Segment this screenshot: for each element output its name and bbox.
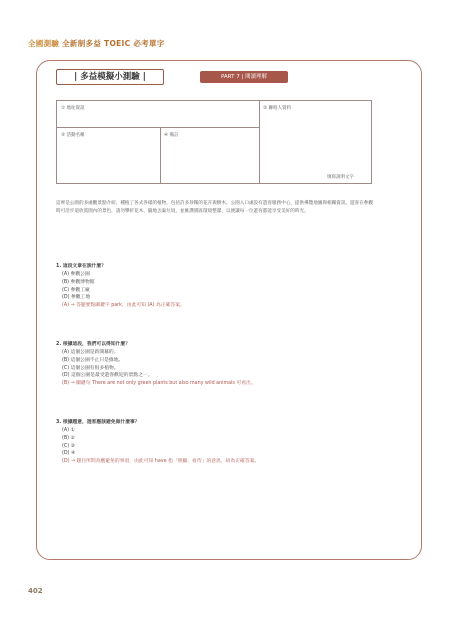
form-cell-2: ② 聯絡人資料: [263, 106, 291, 111]
option: (A) ①: [62, 428, 75, 433]
option: (B) 參觀博物館: [62, 279, 95, 285]
option: (D) 這個公園是最受遊客歡迎的景點之一。: [62, 373, 153, 379]
question-title: 1. 這段文章在說什麼？: [56, 264, 107, 269]
card-title: | 多益模擬小測驗 |: [56, 69, 164, 85]
option: (C) ③: [62, 443, 75, 449]
answer-explanation: (A) → 答題要點關鍵字 park，由此可知 (A) 為正確答案。: [62, 303, 185, 309]
option: (B) 這個公園不止只是綠地。: [62, 357, 124, 363]
form-cell-5: 填寫說明文字: [327, 175, 354, 180]
option: (A) 這個公園是新開幕的。: [62, 350, 119, 355]
option: (D) ④: [62, 451, 76, 457]
question-title: 2. 根據這段，我們可以得知什麼？: [56, 342, 130, 347]
option: (C) 這個公園有很多植物。: [62, 365, 119, 371]
reading-paragraph: 這裡是公園的多處觀景點介紹，種植了各式各樣的植物，包括許多珍稀的花卉與樹木。公園入口處設有遊客服務中心，提供導覽地圖與相關資訊。遊客在參觀時可沿步道欣賞園內的景色，請勿攀折花木、隨地丟棄垃圾，並維護園區環境整潔，以便讓每一位遊客都能享受美好的時光。: [56, 201, 373, 214]
option: (B) ②: [62, 435, 75, 441]
form-cell-1: ① 地址資訊: [61, 106, 85, 111]
header-title: 全新制多益 TOEIC 必考單字: [62, 39, 165, 48]
option: (D) 參觀工地: [62, 295, 91, 301]
option: (A) 參觀公園: [62, 272, 90, 277]
form-grid: [56, 100, 372, 184]
answer-explanation: (D) → 題目所問為應避免的事項，由此可知 have 指「照顧、看待」的意思，故為正確答案。: [62, 459, 260, 465]
form-cell-3: ③ 活動名稱: [61, 133, 85, 138]
header-prefix: 全國測驗: [28, 39, 60, 48]
page-number: 402: [28, 587, 43, 595]
part-tag: PART 7 | 閱讀理解: [200, 71, 288, 83]
question-1: [56, 262, 185, 310]
answer-explanation: (B) → 關鍵句 There are not only green plants but also many wild animals 可看出。: [62, 381, 256, 387]
question-2: [56, 340, 256, 388]
running-header: [28, 38, 165, 49]
question-3: [56, 418, 259, 466]
form-cell-4: ④ 備註: [164, 133, 179, 138]
option: (C) 參觀工廠: [62, 287, 90, 293]
question-title: 3. 根據題意，遊客應該避免做什麼事？: [56, 420, 140, 425]
